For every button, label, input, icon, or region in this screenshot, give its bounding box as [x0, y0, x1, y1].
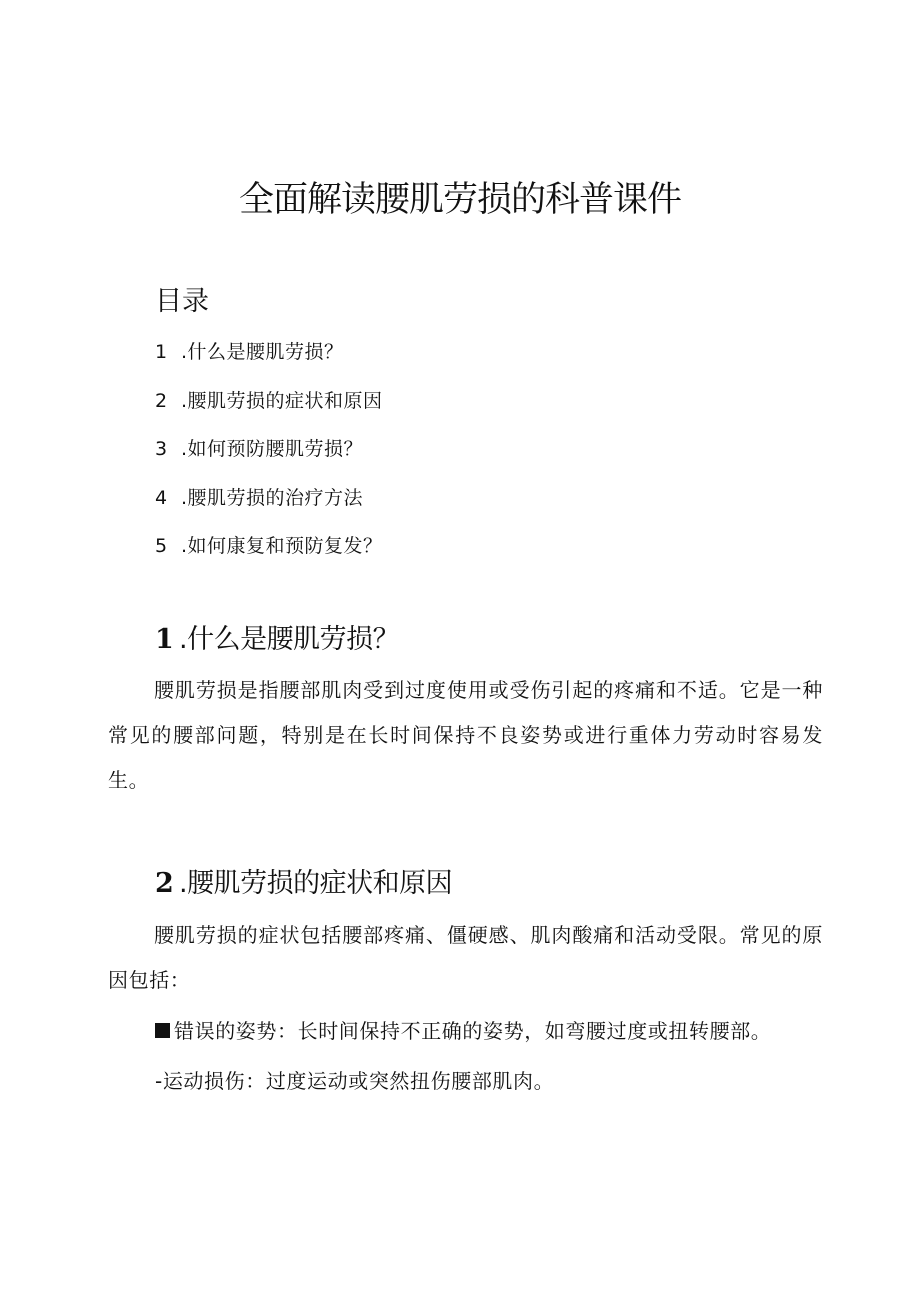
dash-bullet-marker: -: [155, 1069, 163, 1093]
toc-item-label: .什么是腰肌劳损？: [181, 341, 344, 363]
toc-item-label: .如何预防腰肌劳损？: [181, 438, 364, 460]
document-title: 全面解读腰肌劳损的科普课件: [238, 180, 681, 220]
bullet-item: [155, 1016, 771, 1046]
section-2-paragraph: 腰肌劳损的症状包括腰部疼痛、僵硬感、肌肉酸痛和活动受限。常见的原因包括：: [108, 923, 823, 992]
toc-item[interactable]: [155, 387, 383, 436]
section-title: .什么是腰肌劳损？: [179, 624, 400, 655]
toc-item-number: 3: [155, 438, 168, 460]
section-number: 1: [155, 624, 174, 655]
bullet-text: 运动损伤：过度运动或突然扭伤腰部肌肉。: [162, 1069, 555, 1093]
toc-item[interactable]: [155, 484, 383, 533]
toc-heading: 目录: [155, 286, 209, 317]
toc-item[interactable]: [155, 338, 383, 387]
toc-list: [155, 338, 383, 581]
toc-item-number: 1: [155, 341, 168, 363]
toc-item[interactable]: [155, 532, 383, 581]
toc-item-number: 4: [155, 486, 168, 509]
toc-item-label: .腰肌劳损的症状和原因: [181, 389, 383, 412]
section-2-heading: [155, 866, 452, 902]
toc-item-number: 5: [155, 535, 168, 557]
toc-item-number: 2: [155, 389, 168, 412]
section-title: .腰肌劳损的症状和原因: [179, 868, 453, 899]
bullet-item: [155, 1066, 554, 1096]
toc-item[interactable]: [155, 435, 383, 484]
toc-item-label: .腰肌劳损的治疗方法: [181, 486, 364, 509]
toc-item-label: .如何康复和预防复发？: [181, 535, 383, 557]
bullet-text: 错误的姿势：长时间保持不正确的姿势，如弯腰过度或扭转腰部。: [174, 1019, 772, 1043]
section-number: 2: [155, 868, 174, 899]
section-1-paragraph: 腰肌劳损是指腰部肌肉受到过度使用或受伤引起的疼痛和不适。它是一种常见的腰部问题，特别是在长时间保持不良姿势或进行重体力劳动时容易发生。: [108, 678, 823, 792]
section-1-heading: [155, 622, 399, 658]
square-bullet-icon: [155, 1023, 170, 1038]
